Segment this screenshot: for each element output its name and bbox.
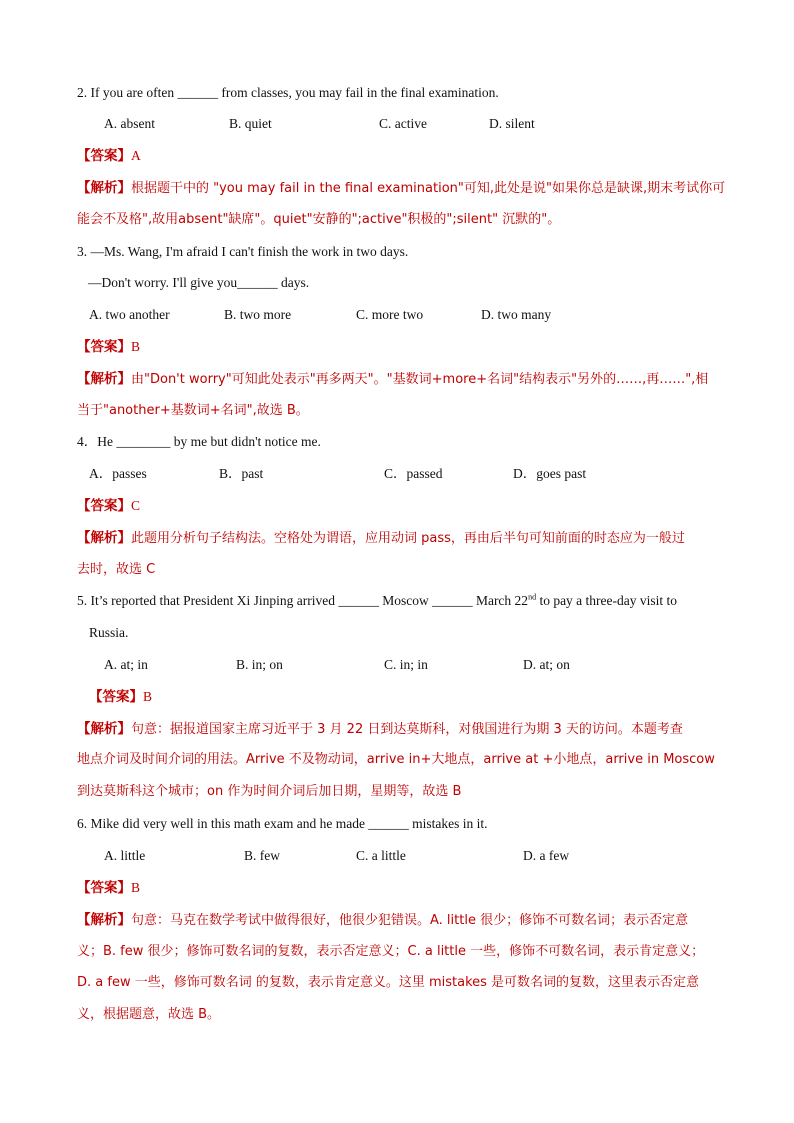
q4-option-a: A．passes (89, 466, 147, 481)
q6-analysis-line-2: 义；B. few 很少；修饰可数名词的复数，表示否定意义；C. a little 一些，修饰不可数名词，表示肯定意义； (77, 944, 705, 959)
analysis-text: 句意：马克在数学考试中做得很好，他很少犯错误。A. little 很少；修饰不可数名词；表示否定意 (131, 913, 689, 928)
analysis-text: 由"Don't worry"可知此处表示"再多两天"。"基数词+more+名词"结构表示"另外的……,再……",相 (131, 372, 709, 387)
q5-option-a: A. at; in (104, 657, 148, 672)
analysis-tag: 【解析】 (77, 530, 131, 546)
answer-value: C (131, 498, 141, 513)
analysis-tag: 【解析】 (77, 180, 131, 196)
q5-option-d: D. at; on (523, 657, 570, 672)
q2-option-c: C. active (379, 116, 427, 131)
q5-stem-part-1: 5. It’s reported that President Xi Jinping arrived ______ Moscow ______ March 22 (77, 593, 529, 608)
q6-option-d: D. a few (523, 848, 570, 863)
q6-analysis-line-1 (77, 911, 688, 930)
q4-analysis-line-2: 去时，故选 C (77, 562, 156, 577)
answer-value: B (131, 339, 141, 354)
analysis-text: 根据题干中的 "you may fail in the final examination"可知,此处是说"如果你总是缺课,期末考试你可 (131, 181, 726, 196)
q5-stem-line-1 (77, 592, 677, 610)
q2-answer (77, 147, 141, 165)
q6-stem: 6. Mike did very well in this math exam and he made ______ mistakes in it. (77, 816, 488, 831)
q4-answer (77, 497, 140, 515)
q6-analysis-line-4: 义，根据题意，故选 B。 (77, 1007, 221, 1022)
q2-stem: 2. If you are often ______ from classes, you may fail in the final examination. (77, 85, 499, 100)
analysis-text: 此题用分析句子结构法。空格处为谓语，应用动词 pass，再由后半句可知前面的时态应为一般过 (131, 531, 685, 546)
answer-tag: 【答案】 (77, 148, 131, 164)
q4-stem: 4．He ________ by me but didn't notice me. (77, 434, 321, 449)
q4-option-b: B．past (219, 466, 264, 481)
q2-analysis-line-2: 能会不及格",故用absent"缺席"。quiet"安静的";active"积极的";silent" 沉默的"。 (77, 212, 561, 227)
answer-tag: 【答案】 (77, 880, 131, 896)
q5-analysis-line-2: 地点介词及时间介词的用法。Arrive 不及物动词，arrive in+大地点，arrive at +小地点，arrive in Moscow (77, 752, 715, 767)
q3-analysis-line-2: 当于"another+基数词+名词",故选 B。 (77, 403, 309, 418)
q4-option-d: D．goes past (513, 466, 587, 481)
q4-analysis-line-1 (77, 529, 685, 548)
q3-option-d: D. two many (481, 307, 552, 322)
answer-tag: 【答案】 (89, 689, 143, 705)
analysis-tag: 【解析】 (77, 912, 131, 928)
q2-option-d: D. silent (489, 116, 535, 131)
q5-superscript: nd (528, 592, 537, 602)
q2-analysis-line-1 (77, 179, 725, 198)
answer-value: B (143, 689, 153, 704)
q3-option-a: A. two another (89, 307, 170, 322)
q6-answer (77, 879, 140, 897)
answer-tag: 【答案】 (77, 498, 131, 514)
q3-answer (77, 338, 140, 356)
q2-option-b: B. quiet (229, 116, 272, 131)
q3-analysis-line-1 (77, 370, 708, 389)
answer-value: B (131, 880, 141, 895)
q5-analysis-line-3: 到达莫斯科这个城市；on 作为时间介词后加日期，星期等，故选 B (77, 784, 462, 799)
q6-option-c: C. a little (356, 848, 406, 863)
q6-option-a: A. little (104, 848, 146, 863)
answer-value: A (131, 148, 141, 163)
q3-stem-line-1: 3. —Ms. Wang, I'm afraid I can't finish the work in two days. (77, 244, 409, 259)
analysis-tag: 【解析】 (77, 371, 131, 387)
q3-option-c: C. more two (356, 307, 424, 322)
q5-stem-part-2: to pay a three-day visit to (536, 593, 678, 608)
q3-option-b: B. two more (224, 307, 292, 322)
q3-stem-line-2: —Don't worry. I'll give you______ days. (88, 275, 310, 290)
q6-option-b: B. few (244, 848, 280, 863)
answer-tag: 【答案】 (77, 339, 131, 355)
q6-analysis-line-3: D. a few 一些，修饰可数名词 的复数，表示肯定意义。这里 mistakes 是可数名词的复数，这里表示否定意 (77, 975, 700, 990)
q5-option-b: B. in; on (236, 657, 283, 672)
analysis-text: 句意：据报道国家主席习近平于 3 月 22 日到达莫斯科，对俄国进行为期 3 天的访问。本题考查 (131, 722, 683, 737)
q5-analysis-line-1 (77, 720, 683, 739)
q4-option-c: C．passed (384, 466, 443, 481)
q2-option-a: A. absent (104, 116, 155, 131)
q5-stem-line-2: Russia. (89, 625, 129, 640)
analysis-tag: 【解析】 (77, 721, 131, 737)
q5-answer (89, 688, 152, 706)
q5-option-c: C. in; in (384, 657, 428, 672)
